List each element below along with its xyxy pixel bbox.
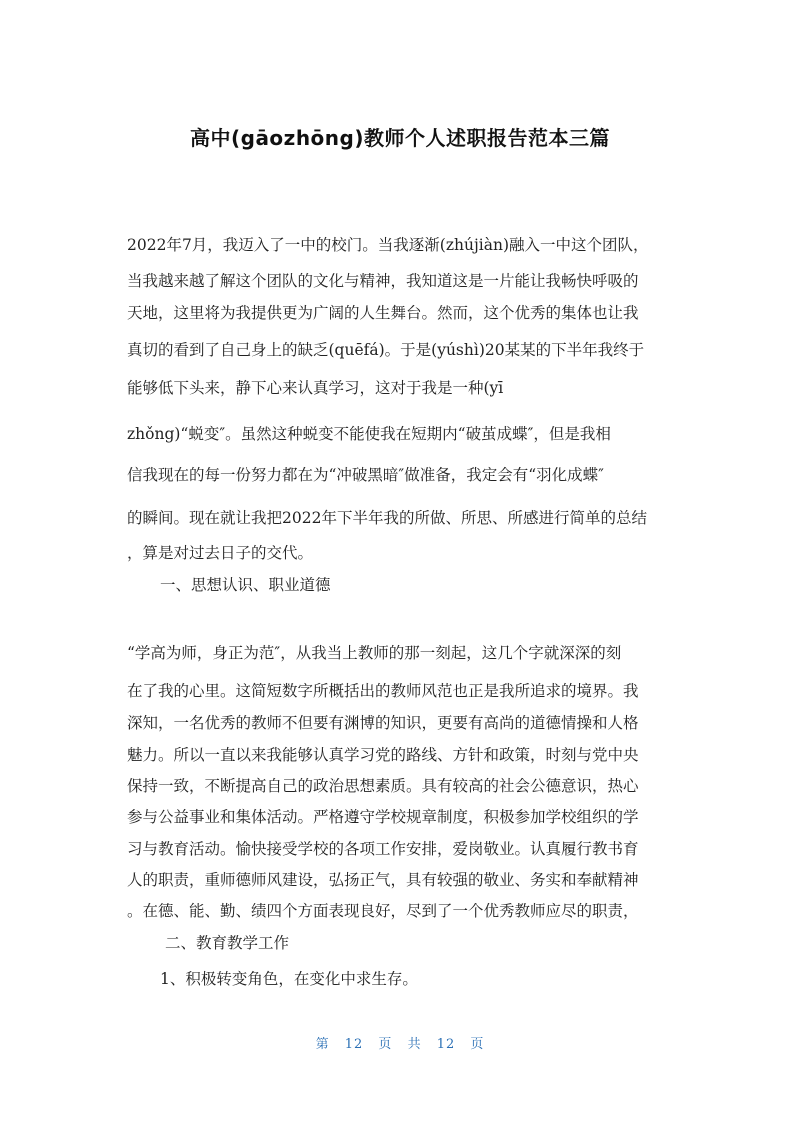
subsection-heading: 1、积极转变角色，在变化中求生存。 [160, 970, 418, 988]
body-line: “学高为师，身正为范″，从我当上教师的那一刻起，这几个字就深深的刻 [127, 644, 622, 662]
section-heading: 二、教育教学工作 [165, 934, 290, 952]
body-line: ，算是对过去日子的交代。 [127, 544, 314, 562]
page-footer: 第 12 页 共 12 页 [315, 1037, 485, 1052]
body-line: 2022年7月，我迈入了一中的校门。当我逐渐(zhújiàn)融入一中这个团队， [127, 236, 649, 254]
body-line: 的瞬间。现在就让我把2022年下半年我的所做、所思、所感进行简单的总结 [127, 509, 647, 527]
body-line: 保持一致，不断提高自己的政治思想素质。具有较高的社会公德意识，热心 [127, 777, 639, 795]
body-line: 在了我的心里。这简短数字所概括出的教师风范也正是我所追求的境界。我 [127, 682, 639, 700]
body-line: 人的职责，重师德师风建设，弘扬正气，具有较强的敬业、务实和奉献精神 [127, 871, 639, 889]
body-line: 魅力。所以一直以来我能够认真学习党的路线、方针和政策，时刻与党中央 [127, 746, 639, 764]
body-line: 习与教育活动。愉快接受学校的各项工作安排，爱岗敬业。认真履行教书育 [127, 840, 639, 858]
body-line: 真切的看到了自己身上的缺乏(quēfá)。于是(yúshì)20某某的下半年我终于 [127, 341, 645, 359]
section-heading: 一、思想认识、职业道德 [160, 576, 331, 594]
body-line: zhǒng)“蜕变″。虽然这种蜕变不能使我在短期内“破茧成蝶″，但是我相 [127, 425, 611, 443]
body-line: 深知，一名优秀的教师不但要有渊博的知识，更要有高尚的道德情操和人格 [127, 714, 639, 732]
body-line: 天地，这里将为我提供更为广阔的人生舞台。然而，这个优秀的集体也让我 [127, 304, 639, 322]
body-line: 当我越来越了解这个团队的文化与精神，我知道这是一片能让我畅快呼吸的 [127, 272, 639, 290]
body-line: 信我现在的每一份努力都在为“冲破黑暗″做准备，我定会有“羽化成蝶″ [127, 466, 604, 484]
document-title: 高中(gāozhōng)教师个人述职报告范本三篇 [189, 126, 610, 150]
body-line: 能够低下头来，静下心来认真学习，这对于我是一种(yī [127, 379, 504, 397]
body-line: 参与公益事业和集体活动。严格遵守学校规章制度，积极参加学校组织的学 [127, 808, 639, 826]
body-line: 。在德、能、勤、绩四个方面表现良好，尽到了一个优秀教师应尽的职责， [127, 902, 639, 920]
